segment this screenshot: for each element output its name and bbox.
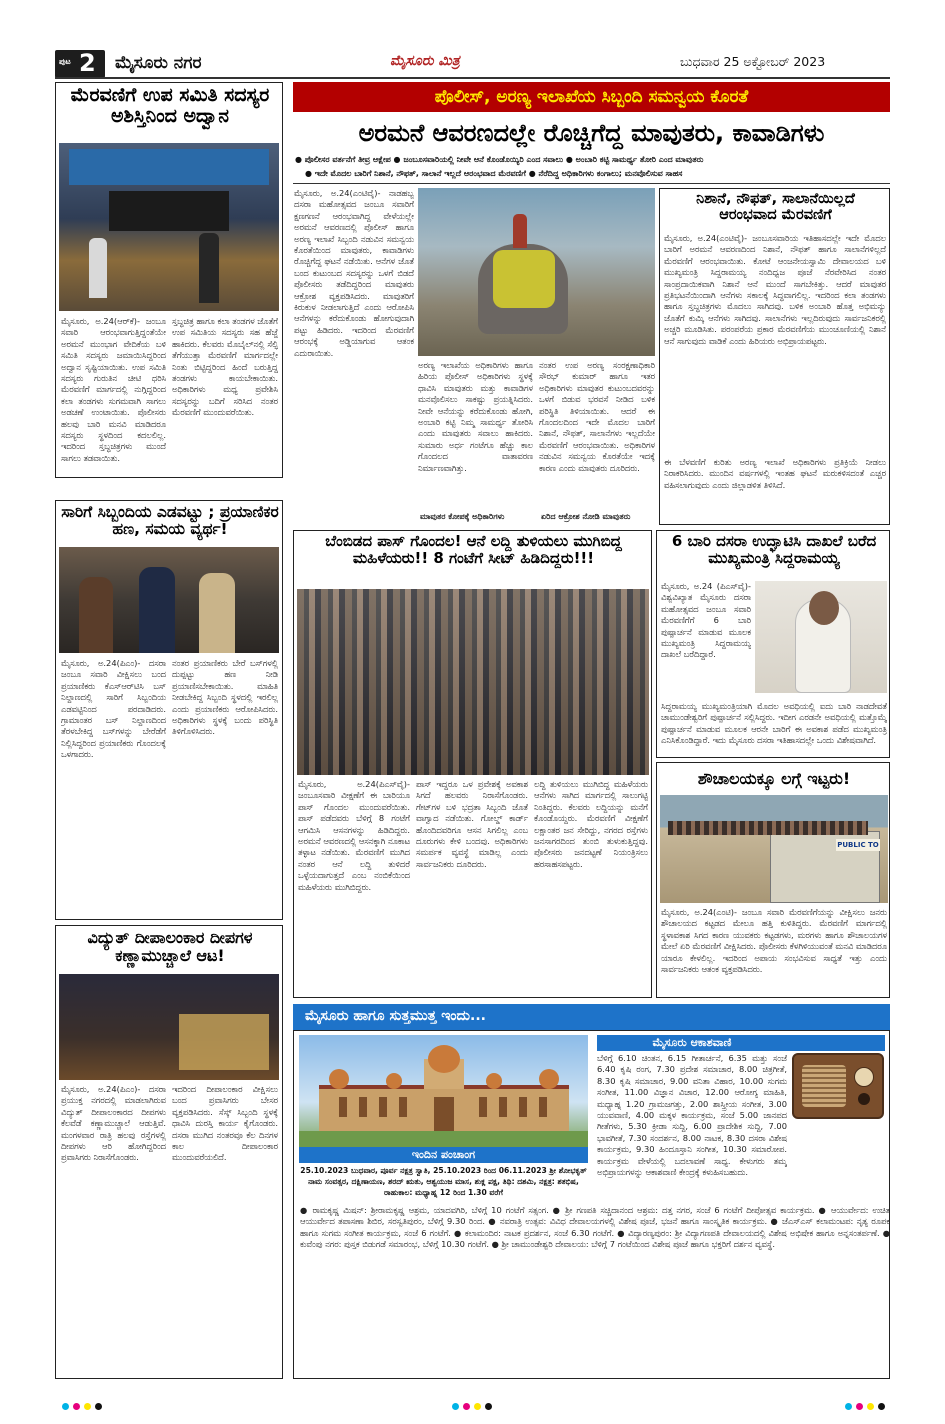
story-toilet bbox=[656, 762, 890, 998]
radio-dial bbox=[854, 1067, 874, 1087]
lit-structure bbox=[179, 1014, 269, 1070]
story-transport bbox=[55, 500, 283, 920]
page-number: 2 bbox=[79, 49, 96, 77]
bottom-panel bbox=[293, 1030, 890, 1379]
radio-icon bbox=[792, 1053, 884, 1119]
story-transport-body-a: ಮೈಸೂರು, ಅ.24(ಪಿಎಂ)- ದಸರಾ ಜಂಬೂ ಸವಾರಿ ವೀಕ್ಷಿಸಲು ಬಂದ ಪ್ರಯಾಣಿಕರು ಕೆಎಸ್‌ಆರ್‌ಟಿಸಿ ಬಸ್ ನಿಲ್ದಾಣದಲ್ಲಿ ಸಾರಿಗೆ ಸಿಬ್ಬಂದಿಯ ಎಡವಟ್ಟಿನಿಂದ ಪರದಾಡಿದರು. ಗ್ರಾಮಾಂತರ ಬಸ್ ನಿಲ್ದಾಣದಿಂದ ತೆರಳಬೇಕಿದ್ದ ಬಸ್‌ಗಳನ್ನು ಬೇರೆಡೆಗೆ ನಿಲ್ಲಿಸಿದ್ದರಿಂದ ಪ್ರಯಾಣಿಕರು ಗೊಂದಲಕ್ಕೆ ಒಳಗಾದರು. bbox=[61, 658, 166, 760]
person-figure bbox=[139, 567, 175, 653]
crowd-photo bbox=[297, 589, 649, 775]
header-rule bbox=[55, 77, 890, 79]
story-pass-body-a: ಮೈಸೂರು, ಅ.24(ಪಿಎಸ್‌ವೈ)- ಜಂಬೂಸವಾರಿ ವೀಕ್ಷಣೆಗೆ ಈ ಬಾರಿಯೂ ಪಾಸ್ ಗೊಂದಲ ಮುಂದುವರೆಯಿತು. ಪಾಸ್ ಪಡೆದವರು ಬೆಳಿಗ್ಗೆ 8 ಗಂಟೆಗೆ ಆಗಮಿಸಿ ಆಸನಗಳನ್ನು ಹಿಡಿದಿದ್ದರು. ಅರಮನೆ ಆವರಣದಲ್ಲಿ ಆಸನಕ್ಕಾಗಿ ನೂಕಾಟ ತಳ್ಳಾಟ ನಡೆಯಿತು. ಮೆರವಣಿಗೆ ಮುಗಿದ ನಂತರ ಆನೆ ಲದ್ದಿ ತುಳಿದರೆ ಒಳ್ಳೆಯದಾಗುತ್ತದೆ ಎಂಬ ನಂಬಿಕೆಯಿಂದ ಮಹಿಳೆಯರು ಮುಗಿಬಿದ್ದರು. bbox=[298, 779, 410, 892]
lead-headline: ಅರಮನೆ ಆವರಣದಲ್ಲೇ ರೊಚ್ಚಿಗೆದ್ದ ಮಾವುತರು, ಕಾವಾಡಿಗಳು bbox=[358, 119, 825, 147]
panchanga-text: 25.10.2023 ಬುಧವಾರ, ಪೂರ್ವ ನಕ್ಷತ್ರ ಸ್ವಾತಿ, 25.10.2023 ರಿಂದ 06.11.2023 ಶ್ರೀ ಶೋಭಕೃತ್ ನಾಮ ಸಂವತ್ಸರ, ದಕ್ಷಿಣಾಯಣ, ಶರದ್ ಋತು, ಆಶ್ವಯುಜ ಮಾಸ, ಶುಕ್ಲ ಪಕ್ಷ, ತಿಥಿ: ದಶಮಿ, ನಕ್ಷತ್ರ: ಶತಭಿಷ, ರಾಹುಕಾಲ: ಮಧ್ಯಾಹ್ನ 12 ರಿಂದ 1.30 ವರೆಗೆ bbox=[300, 1166, 587, 1197]
story-subcommittee-body-a: ಮೈಸೂರು, ಅ.24(ಆರ್‌ಕೆ)- ಜಂಬೂ ಸವಾರಿ ಆರಂಭವಾಗುತ್ತಿದ್ದಂತೆಯೇ ಅರಮನೆ ಮುಂಭಾಗ ವೇದಿಕೆಯ ಬಳಿ ಸಮಿತಿ ಸದಸ್ಯರು ಜಮಾಯಿಸಿದ್ದರಿಂದ ಅದ್ವಾನ ಸೃಷ್ಟಿಯಾಯಿತು. ಉಪ ಸಮಿತಿ ಸದಸ್ಯರು ಗುರುತಿನ ಚೀಟಿ ಧರಿಸಿ ಮೆರವಣಿಗೆ ಮಾರ್ಗದಲ್ಲಿ ನುಗ್ಗಿದ್ದರಿಂದ ಕಲಾ ತಂಡಗಳು ಸುಗಮವಾಗಿ ಸಾಗಲು ಅಡಚಣೆ ಉಂಟಾಯಿತು. ಪೊಲೀಸರು ಹಲವು ಬಾರಿ ಮನವಿ ಮಾಡಿದರೂ ಸದಸ್ಯರು ಸ್ಥಳದಿಂದ ಕದಲಲಿಲ್ಲ. ಇದರಿಂದ ಸ್ತಬ್ಧಚಿತ್ರಗಳು ಮುಂದೆ ಸಾಗಲು ತಡವಾಯಿತು. bbox=[61, 316, 166, 463]
subcommittee-photo bbox=[59, 143, 279, 311]
page-header bbox=[55, 50, 890, 78]
toilet-photo bbox=[660, 795, 888, 903]
bottom-header-bar bbox=[293, 1004, 890, 1030]
story-lighting-body-b: ಇದರಿಂದ ದೀಪಾಲಂಕಾರ ವೀಕ್ಷಿಸಲು ಬಂದ ಪ್ರವಾಸಿಗರು ಬೇಸರ ವ್ಯಕ್ತಪಡಿಸಿದರು. ಸೆಸ್ಕ್ ಸಿಬ್ಬಂದಿ ಸ್ಥಳಕ್ಕೆ ಧಾವಿಸಿ ದುರಸ್ತಿ ಕಾರ್ಯ ಕೈಗೊಂಡರು. ದಸರಾ ಮುಗಿದ ನಂತರವೂ ಕೆಲ ದಿನಗಳ ಕಾಲ ದೀಪಾಲಂಕಾರ ಮುಂದುವರೆಯಲಿದೆ. bbox=[172, 1084, 278, 1163]
mahout-figure bbox=[513, 214, 527, 248]
radio-text: ಬೆಳಿಗ್ಗೆ 6.10 ಚಿಂತನ, 6.15 ಗೀತಾರ್ಚನೆ, 6.35 ಮತ್ತು ಸಂಜೆ 6.40 ಕೃಷಿ ರಂಗ, 7.30 ಪ್ರದೇಶ ಸಮಾಚಾರ, 8.00 ಚಿತ್ರಗೀತೆ, 8.30 ಕೃಷಿ ಸಮಾಚಾರ, 9.00 ವನಿತಾ ವಿಹಾರ, 10.00 ಸುಗಮ ಸಂಗೀತ, 11.00 ವಿಜ್ಞಾನ ವಿಚಾರ, 12.00 ಆರೋಗ್ಯ ಮಾಹಿತಿ, ಮಧ್ಯಾಹ್ನ 1.20 ಗ್ರಾಮಜಗತ್ತು, 2.00 ಶಾಸ್ತ್ರೀಯ ಸಂಗೀತ, 3.00 ಯುವವಾಣಿ, 4.00 ಮಕ್ಕಳ ಕಾರ್ಯಕ್ರಮ, ಸಂಜೆ 5.00 ಜಾನಪದ ಗೀತೆಗಳು, 5.30 ಕ್ರೀಡಾ ಸುದ್ದಿ, 6.00 ಪ್ರಾದೇಶಿಕ ಸುದ್ದಿ, 7.00 ಭಾವಗೀತೆ, 7.30 ಸಂದರ್ಶನ, 8.00 ನಾಟಕ, 8.30 ದಸರಾ ವಿಶೇಷ ಕಾರ್ಯಕ್ರಮ, 9.30 ಹಿಂದೂಸ್ತಾನಿ ಸಂಗೀತ, 10.30 ಸಮಾರೋಪ. ಕಾರ್ಯಕ್ರಮ ವೇಳೆಯಲ್ಲಿ ಬದಲಾವಣೆ ಸಾಧ್ಯ. ಕೇಳುಗರು ತಮ್ಮ ಅಭಿಪ್ರಾಯಗಳನ್ನು ಆಕಾಶವಾಣಿ ಕೇಂದ್ರಕ್ಕೆ ಕಳುಹಿಸಬಹುದು. bbox=[597, 1053, 787, 1178]
story-lighting-body-a: ಮೈಸೂರು, ಅ.24(ಪಿಎಂ)- ದಸರಾ ಪ್ರಯುಕ್ತ ನಗರದಲ್ಲಿ ಮಾಡಲಾಗಿರುವ ವಿದ್ಯುತ್ ದೀಪಾಲಂಕಾರದ ದೀಪಗಳು ಕೆಲವೆಡೆ ಕಣ್ಣಾಮುಚ್ಚಾಲೆ ಆಡುತ್ತಿವೆ. ಮಂಗಳವಾರ ರಾತ್ರಿ ಹಲವು ರಸ್ತೆಗಳಲ್ಲಿ ದೀಪಗಳು ಆರಿ ಹೋಗಿದ್ದರಿಂದ ಪ್ರವಾಸಿಗರು ನಿರಾಸೆಗೊಂಡರು. bbox=[61, 1084, 166, 1163]
story-subcommittee bbox=[55, 82, 283, 478]
bottom-header-text: ಮೈಸೂರು ಹಾಗೂ ಸುತ್ತಮುತ್ತ ಇಂದು... bbox=[305, 1008, 486, 1024]
story-cm-headline: 6 ಬಾರಿ ದಸರಾ ಉದ್ಘಾಟಿಸಿ ದಾಖಲೆ ಬರೆದ ಮುಖ್ಯಮಂತ್ರಿ ಸಿದ್ದರಾಮಯ್ಯ bbox=[671, 533, 877, 567]
crowd-roof bbox=[668, 821, 868, 835]
registration-dots-center bbox=[452, 1403, 492, 1411]
page-prefix: ಪುಟ bbox=[59, 57, 71, 66]
lead-sidebar bbox=[659, 188, 890, 525]
radio-knob bbox=[858, 1093, 870, 1105]
story-cm-body-a: ಮೈಸೂರು, ಅ.24 (ಪಿಎಸ್‌ವೈ)- ವಿಶ್ವವಿಖ್ಯಾತ ಮೈಸೂರು ದಸರಾ ಮಹೋತ್ಸವದ ಜಂಬೂ ಸವಾರಿ ಮೆರವಣಿಗೆಗೆ 6 ಬಾರಿ ಪುಷ್ಪಾರ್ಚನೆ ಮಾಡುವ ಮೂಲಕ ಮುಖ್ಯಮಂತ್ರಿ ಸಿದ್ದರಾಮಯ್ಯ ದಾಖಲೆ ಬರೆದಿದ್ದಾರೆ. bbox=[661, 581, 751, 660]
lead-banner-text: ಪೊಲೀಸ್, ಅರಣ್ಯ ಇಲಾಖೆಯ ಸಿಬ್ಬಂದಿ ಸಮನ್ವಯ ಕೊರತೆ bbox=[434, 87, 749, 107]
lead-photo2-caption: ಏರಿದ ಆಕ್ರೋಶ ನೋಡಿ ಮಾವುತರು bbox=[541, 512, 631, 521]
lead-photo-elephant bbox=[418, 188, 655, 356]
issue-date: ಬುಧವಾರ 25 ಅಕ್ಟೋಬರ್ 2023 bbox=[680, 54, 826, 69]
lead-sidebar-headline: ನಿಶಾನೆ, ನೌಫತ್, ಸಾಲಾನೆಯಿಲ್ಲದೆ ಆರಂಭವಾದ ಮೆರವಣಿಗೆ bbox=[696, 191, 855, 224]
story-pass-body-c: ಲದ್ದಿ ತುಳಿಯಲು ಮುಗಿಬಿದ್ದ ಮಹಿಳೆಯರು ಆನೆಗಳು ಸಾಗಿದ ಮಾರ್ಗದಲ್ಲಿ ಸಾಲುಗಟ್ಟಿ ನಿಂತಿದ್ದರು. ಕೆಲವರು ಲದ್ದಿಯನ್ನು ಮನೆಗೆ ಕೊಂಡೊಯ್ದರು. ಮೆರವಣಿಗೆ ವೀಕ್ಷಣೆಗೆ ಲಕ್ಷಾಂತರ ಜನ ಸೇರಿದ್ದು, ನಗರದ ರಸ್ತೆಗಳು ಜನಸಾಗರದಿಂದ ತುಂಬಿ ತುಳುಕುತ್ತಿದ್ದವು. ಪೊಲೀಸರು ಜನದಟ್ಟಣೆ ನಿಯಂತ್ರಿಸಲು ಹರಸಾಹಸಪಟ್ಟರು. bbox=[534, 779, 648, 869]
palace-illustration bbox=[299, 1035, 588, 1147]
person-figure bbox=[89, 238, 107, 298]
story-pass bbox=[293, 530, 652, 998]
lead-bullets-1: ● ಪೊಲೀಸರ ವರ್ತನೆಗೆ ತೀವ್ರ ಆಕ್ಷೇಪ ● ಜಂಬೂಸವಾರಿಯಲ್ಲಿ ನೀವೇ ಆನೆ ಕೊಂಡೊಯ್ಯಿರಿ ಎಂದ ಸವಾಲು ● ಅಂಬಾರಿ ಕಟ್ಟಿ ಸಾಮರ್ಥ್ಯ ತೋರಿ ಎಂದ ಮಾವುತರು bbox=[295, 155, 704, 164]
lead-sidebar-body-b: ಈ ಬೆಳವಣಿಗೆ ಕುರಿತು ಅರಣ್ಯ ಇಲಾಖೆ ಅಧಿಕಾರಿಗಳು ಪ್ರತಿಕ್ರಿಯೆ ನೀಡಲು ನಿರಾಕರಿಸಿದರು. ಮುಂದಿನ ವರ್ಷಗಳಲ್ಲಿ ಇಂತಹ ಘಟನೆ ಮರುಕಳಿಸದಂತೆ ಎಚ್ಚರ ವಹಿಸಲಾಗುವುದು ಎಂದು ಜಿಲ್ಲಾಡಳಿತ ತಿಳಿಸಿದೆ. bbox=[664, 457, 886, 490]
lead-rule bbox=[293, 183, 890, 184]
story-transport-headline: ಸಾರಿಗೆ ಸಿಬ್ಬಂದಿಯ ಎಡವಟ್ಟು ; ಪ್ರಯಾಣಿಕರ ಹಣ, ಸಮಯ ವ್ಯರ್ಥ! bbox=[61, 504, 279, 539]
story-toilet-body: ಮೈಸೂರು, ಅ.24(ಎಂಟಿ)- ಜಂಬೂ ಸವಾರಿ ಮೆರವಣಿಗೆಯನ್ನು ವೀಕ್ಷಿಸಲು ಜನರು ಶೌಚಾಲಯದ ಕಟ್ಟಡದ ಮೇಲೂ ಹತ್ತಿ ಕುಳಿತಿದ್ದರು. ಮೆರವಣಿಗೆ ಮಾರ್ಗದಲ್ಲಿ ಸ್ಥಳಾವಕಾಶ ಸಿಗದ ಕಾರಣ ಯುವಕರು ಕಟ್ಟಡಗಳು, ಮರಗಳು ಹಾಗೂ ಶೌಚಾಲಯಗಳ ಮೇಲೆ ಏರಿ ಮೆರವಣಿಗೆ ವೀಕ್ಷಿಸಿದರು. ಪೊಲೀಸರು ಕೆಳಗಿಳಿಯುವಂತೆ ಮನವಿ ಮಾಡಿದರೂ ಯಾರೂ ಕೇಳಲಿಲ್ಲ. ಇದರಿಂದ ಅಪಾಯ ಸಂಭವಿಸುವ ಸಾಧ್ಯತೆ ಇತ್ತು ಎಂದು ಸಾರ್ವಜನಿಕರು ಆತಂಕ ವ್ಯಕ್ತಪಡಿಸಿದರು. bbox=[661, 907, 887, 975]
elephant-cloth bbox=[493, 250, 555, 308]
person-figure bbox=[199, 573, 235, 653]
stage-screen bbox=[109, 191, 229, 231]
palace-icon bbox=[299, 1035, 588, 1147]
registration-dots-right bbox=[845, 1403, 885, 1411]
cm-face bbox=[809, 591, 839, 625]
lead-body-b: ಅರಣ್ಯ ಇಲಾಖೆಯ ಅಧಿಕಾರಿಗಳು ಹಾಗೂ ಹಿರಿಯ ಪೊಲೀಸ್ ಅಧಿಕಾರಿಗಳು ಸ್ಥಳಕ್ಕೆ ಧಾವಿಸಿ ಮಾವುತರು ಮತ್ತು ಕಾವಾಡಿಗಳ ಮನವೊಲಿಸಲು ಸಾಕಷ್ಟು ಪ್ರಯತ್ನಿಸಿದರು. ನೀವೇ ಆನೆಯನ್ನು ಕರೆದುಕೊಂಡು ಹೋಗಿ, ಅಂಬಾರಿ ಕಟ್ಟಿ ನಿಮ್ಮ ಸಾಮರ್ಥ್ಯ ತೋರಿಸಿ ಎಂದು ಮಾವುತರು ಸವಾಲು ಹಾಕಿದರು. ಸುಮಾರು ಅರ್ಧ ಗಂಟೆಗೂ ಹೆಚ್ಚು ಕಾಲ ಗೊಂದಲದ ವಾತಾವರಣ ನಿರ್ಮಾಣವಾಗಿತ್ತು. bbox=[418, 360, 533, 473]
radio-speaker bbox=[802, 1065, 846, 1107]
crowd-shade bbox=[297, 589, 649, 775]
panchanga-title-bar bbox=[299, 1147, 588, 1163]
story-pass-headline: ಬೆಂಬಿಡದ ಪಾಸ್ ಗೊಂದಲ! ಆನೆ ಲದ್ದಿ ತುಳಿಯಲು ಮುಗಿಬಿದ್ದ ಮಹಿಳೆಯರು!! 8 ಗಂಟೆಗೆ ಸೀಟ್ ಹಿಡಿದಿದ್ದರು!!! bbox=[325, 533, 622, 567]
radio-title: ಮೈಸೂರು ಆಕಾಶವಾಣಿ bbox=[652, 1036, 732, 1049]
events-list: ● ರಾಮಕೃಷ್ಣ ಮಿಷನ್: ಶ್ರೀರಾಮಕೃಷ್ಣ ಆಶ್ರಮ, ಯಾದವಗಿರಿ, ಬೆಳಿಗ್ಗೆ 10 ಗಂಟೆಗೆ ಸತ್ಸಂಗ. ● ಶ್ರೀ ಗಣಪತಿ ಸಚ್ಚಿದಾನಂದ ಆಶ್ರಮ: ದತ್ತ ನಗರ, ಸಂಜೆ 6 ಗಂಟೆಗೆ ದೀಪೋತ್ಸವ ಕಾರ್ಯಕ್ರಮ. ● ಆಯುರ್ವೇದ: ಉಚಿತ ಆಯುರ್ವೇದ ತಪಾಸಣಾ ಶಿಬಿರ, ಸರಸ್ವತಿಪುರಂ, ಬೆಳಿಗ್ಗೆ 9.30 ರಿಂದ. ● ನವರಾತ್ರಿ ಉತ್ಸವ: ವಿವಿಧ ದೇವಾಲಯಗಳಲ್ಲಿ ವಿಶೇಷ ಪೂಜೆ, ಭಜನೆ ಹಾಗೂ ಸಾಂಸ್ಕೃತಿಕ ಕಾರ್ಯಕ್ರಮ. ● ಜೆಎಸ್‌ಎಸ್ ಕಲಾಮಂಟಪ: ನೃತ್ಯ ರೂಪಕ ಹಾಗೂ ಸುಗಮ ಸಂಗೀತ ಕಾರ್ಯಕ್ರಮ, ಸಂಜೆ 6 ಗಂಟೆಗೆ. ● ಕಲಾಮಂದಿರ: ನಾಟಕ ಪ್ರದರ್ಶನ, ಸಂಜೆ 6.30 ಗಂಟೆಗೆ. ● ವಿದ್ಯಾರಣ್ಯಪುರಂ: ಶ್ರೀ ವಿದ್ಯಾಗಣಪತಿ ದೇವಾಲಯದಲ್ಲಿ ವಿಶೇಷ ಅಭಿಷೇಕ ಹಾಗೂ ಅನ್ನಸಂತರ್ಪಣೆ. ● ಕುವೆಂಪು ನಗರ: ಪುಸ್ತಕ ಬಿಡುಗಡೆ ಸಮಾರಂಭ, ಬೆಳಿಗ್ಗೆ 10.30 ಗಂಟೆಗೆ. ● ಶ್ರೀ ಚಾಮುಂಡೇಶ್ವರಿ ದೇವಾಲಯ: ಬೆಳಿಗ್ಗೆ 7 ಗಂಟೆಯಿಂದ ವಿಶೇಷ ಪೂಜೆ ಹಾಗೂ ಭಕ್ತರಿಗೆ ದರ್ಶನ ವ್ಯವಸ್ಥೆ. bbox=[300, 1205, 890, 1250]
lighting-photo-top bbox=[59, 974, 279, 1080]
radio-title-bar bbox=[597, 1035, 885, 1051]
story-lighting-headline: ವಿದ್ಯುತ್ ದೀಪಾಲಂಕಾರ ದೀಪಗಳ ಕಣ್ಣಾಮುಚ್ಚಾಲೆ ಆಟ! bbox=[87, 929, 253, 965]
person-figure bbox=[199, 233, 219, 303]
story-toilet-headline: ಶೌಚಾಲಯಕ್ಕೂ ಲಗ್ಗೆ ಇಟ್ಟರು! bbox=[697, 769, 851, 788]
lead-body-a: ಮೈಸೂರು, ಅ.24(ಎಂಟಿವೈ)- ನಾಡಹಬ್ಬ ದಸರಾ ಮಹೋತ್ಸವದ ಜಂಬೂ ಸವಾರಿಗೆ ಕ್ಷಣಗಣನೆ ಆರಂಭವಾಗಿದ್ದ ವೇಳೆಯಲ್ಲೇ ಅರಮನೆ ಆವರಣದಲ್ಲಿ ಪೊಲೀಸ್ ಹಾಗೂ ಅರಣ್ಯ ಇಲಾಖೆ ಸಿಬ್ಬಂದಿ ನಡುವಿನ ಸಮನ್ವಯ ಕೊರತೆಯಿಂದ ಮಾವುತರು, ಕಾವಾಡಿಗಳು ರೊಚ್ಚಿಗೆದ್ದ ಘಟನೆ ನಡೆಯಿತು. ಆನೆಗಳ ಜೊತೆ ಬಂದ ಕುಟುಂಬದ ಸದಸ್ಯರನ್ನು ಒಳಗೆ ಬಿಡದೆ ಪೊಲೀಸರು ತಡೆದಿದ್ದರಿಂದ ಮಾವುತರು ಆಕ್ರೋಶ ವ್ಯಕ್ತಪಡಿಸಿದರು. ಮಾವುತರಿಗೆ ಕಿರುಕುಳ ನೀಡಲಾಗುತ್ತಿದೆ ಎಂದು ಆರೋಪಿಸಿ ಆನೆಗಳನ್ನು ಕರೆದುಕೊಂಡು ಹೋಗುವುದಾಗಿ ಪಟ್ಟು ಹಿಡಿದರು. ಇದರಿಂದ ಮೆರವಣಿಗೆ ಆರಂಭಕ್ಕೆ ಅಡ್ಡಿಯಾಗುವ ಆತಂಕ ಎದುರಾಯಿತು. bbox=[294, 188, 414, 358]
lead-banner bbox=[293, 82, 890, 112]
masthead: ಮೈಸೂರು ಮಿತ್ರ bbox=[390, 53, 460, 69]
transport-photo bbox=[59, 547, 279, 653]
page-number-tab bbox=[55, 50, 105, 78]
lead-sidebar-body: ಮೈಸೂರು, ಅ.24(ಎಂಟಿವೈ)- ಜಂಬೂಸವಾರಿಯ ಇತಿಹಾಸದಲ್ಲೇ ಇದೇ ಮೊದಲ ಬಾರಿಗೆ ಅರಮನೆ ಆವರಣದಿಂದ ನಿಶಾನೆ, ನೌಫತ್ ಹಾಗೂ ಸಾಲಾನೆಗಳಿಲ್ಲದೆ ಮೆರವಣಿಗೆ ಆರಂಭವಾಯಿತು. ಕೋಟೆ ಆಂಜನೇಯಸ್ವಾಮಿ ದೇವಾಲಯದ ಬಳಿ ಮುಖ್ಯಮಂತ್ರಿ ಸಿದ್ದರಾಮಯ್ಯ ನಂದಿಧ್ವಜ ಪೂಜೆ ನೆರವೇರಿಸಿದ ನಂತರ ಸಾಂಪ್ರದಾಯಿಕವಾಗಿ ನಿಶಾನೆ ಆನೆ ಮುಂದೆ ಸಾಗಬೇಕಿತ್ತು. ಆದರೆ ಮಾವುತರ ಪ್ರತಿಭಟನೆಯಿಂದಾಗಿ ಆನೆಗಳು ಸಕಾಲಕ್ಕೆ ಸಿದ್ಧವಾಗಲಿಲ್ಲ. ಇದರಿಂದ ಕಲಾ ತಂಡಗಳು ಹಾಗೂ ಸ್ತಬ್ಧಚಿತ್ರಗಳು ಮೊದಲು ಸಾಗಿದವು. ಬಳಿಕ ಅಂಬಾರಿ ಹೊತ್ತ ಅಭಿಮನ್ಯು ಜೊತೆಗೆ ಕುಮ್ಕಿ ಆನೆಗಳು ಸಾಗಿದವು. ಸಾಲಾನೆಗಳು ಇಲ್ಲದಿರುವುದು ಸಾರ್ವಜನಿಕರಲ್ಲಿ ಅಚ್ಚರಿ ಮೂಡಿಸಿತು. ಪರಂಪರೆಯ ಪ್ರಕಾರ ಮೆರವಣಿಗೆಯ ಮುಂಚೂಣಿಯಲ್ಲಿ ನಿಶಾನೆ ಆನೆ ಸಾಗುವುದು ವಾಡಿಕೆ ಎಂದು ಹಿರಿಯರು ಅಭಿಪ್ರಾಯಪಟ್ಟರು. bbox=[664, 233, 886, 346]
lead-body-c: ನಂತರ ಉಪ ಅರಣ್ಯ ಸಂರಕ್ಷಣಾಧಿಕಾರಿ ಸೌರಭ್ ಕುಮಾರ್ ಹಾಗೂ ಇತರ ಅಧಿಕಾರಿಗಳು ಮಾವುತರ ಕುಟುಂಬದವರನ್ನು ಒಳಗೆ ಬಿಡುವ ಭರವಸೆ ನೀಡಿದ ಬಳಿಕ ಪರಿಸ್ಥಿತಿ ತಿಳಿಯಾಯಿತು. ಆದರೆ ಈ ಗೊಂದಲದಿಂದ ಇದೇ ಮೊದಲ ಬಾರಿಗೆ ನಿಶಾನೆ, ನೌಫತ್, ಸಾಲಾನೆಗಳು ಇಲ್ಲದೆಯೇ ಮೆರವಣಿಗೆ ಆರಂಭವಾಯಿತು. ಅಧಿಕಾರಿಗಳ ನಡುವಿನ ಸಮನ್ವಯ ಕೊರತೆಯೇ ಇದಕ್ಕೆ ಕಾರಣ ಎಂದು ಮಾವುತರು ದೂರಿದರು. bbox=[539, 360, 655, 473]
story-subcommittee-headline: ಮೆರವಣಿಗೆ ಉಪ ಸಮಿತಿ ಸದಸ್ಯರ ಅಶಿಸ್ತಿನಿಂದ ಅದ್ವಾನ bbox=[70, 85, 270, 128]
stage-banner bbox=[69, 149, 269, 185]
cm-photo bbox=[755, 581, 887, 693]
panchanga-title: ಇಂದಿನ ಪಂಚಾಂಗ bbox=[411, 1148, 476, 1161]
toilet-sign: PUBLIC TO bbox=[837, 841, 879, 849]
person-figure bbox=[79, 577, 113, 653]
story-cm-body-b: ಸಿದ್ದರಾಮಯ್ಯ ಮುಖ್ಯಮಂತ್ರಿಯಾಗಿ ಮೊದಲ ಅವಧಿಯಲ್ಲಿ ಐದು ಬಾರಿ ನಾಡದೇವತೆ ಚಾಮುಂಡೇಶ್ವರಿಗೆ ಪುಷ್ಪಾರ್ಚನೆ ಸಲ್ಲಿಸಿದ್ದರು. ಇದೀಗ ಎರಡನೇ ಅವಧಿಯಲ್ಲಿ ಮತ್ತೊಮ್ಮೆ ಪುಷ್ಪಾರ್ಚನೆ ಮಾಡುವ ಮೂಲಕ ಆರನೇ ಬಾರಿಗೆ ಈ ಅವಕಾಶ ಪಡೆದ ಮುಖ್ಯಮಂತ್ರಿ ಎನಿಸಿಕೊಂಡಿದ್ದಾರೆ. ಇದು ಮೈಸೂರು ದಸರಾ ಇತಿಹಾಸದಲ್ಲೇ ಒಂದು ವಿಶೇಷವಾಗಿದೆ. bbox=[661, 701, 887, 746]
registration-dots-left bbox=[62, 1403, 102, 1411]
section-title: ಮೈಸೂರು ನಗರ bbox=[115, 53, 202, 73]
lead-photo1-caption: ಮಾವುತರ ಕೋಪಕ್ಕೆ ಅಧಿಕಾರಿಗಳು bbox=[420, 512, 505, 521]
story-cm bbox=[656, 530, 890, 758]
story-subcommittee-body-b: ಸ್ತಬ್ಧಚಿತ್ರ ಹಾಗೂ ಕಲಾ ತಂಡಗಳ ಜೊತೆಗೆ ಉಪ ಸಮಿತಿಯ ಸದಸ್ಯರು ಸಹ ಹೆಜ್ಜೆ ಹಾಕಿದರು. ಕೆಲವರು ಮೊಬೈಲ್‌ನಲ್ಲಿ ಸೆಲ್ಫಿ ತೆಗೆಯುತ್ತಾ ಮೆರವಣಿಗೆ ಮಾರ್ಗದಲ್ಲೇ ನಿಂತು ಬಿಟ್ಟಿದ್ದರಿಂದ ಹಿಂದೆ ಬರುತ್ತಿದ್ದ ತಂಡಗಳು ಕಾಯಬೇಕಾಯಿತು. ಅಧಿಕಾರಿಗಳು ಮಧ್ಯ ಪ್ರವೇಶಿಸಿ ಸದಸ್ಯರನ್ನು ಬದಿಗೆ ಸರಿಸಿದ ನಂತರ ಮೆರವಣಿಗೆ ಮುಂದುವರೆಯಿತು. bbox=[172, 316, 278, 418]
story-pass-body-b: ಪಾಸ್ ಇದ್ದರೂ ಒಳ ಪ್ರವೇಶಕ್ಕೆ ಅವಕಾಶ ಸಿಗದೆ ಹಲವರು ನಿರಾಸೆಗೊಂಡರು. ಗೇಟ್‌ಗಳ ಬಳಿ ಭದ್ರತಾ ಸಿಬ್ಬಂದಿ ಜೊತೆ ವಾಗ್ವಾದ ನಡೆಯಿತು. ಗೋಲ್ಡ್ ಕಾರ್ಡ್ ಹೊಂದಿದವರಿಗೂ ಆಸನ ಸಿಗಲಿಲ್ಲ ಎಂಬ ದೂರುಗಳು ಕೇಳಿ ಬಂದವು. ಅಧಿಕಾರಿಗಳು ಸಮರ್ಪಕ ವ್ಯವಸ್ಥೆ ಮಾಡಿಲ್ಲ ಎಂದು ಸಾರ್ವಜನಿಕರು ದೂರಿದರು. bbox=[416, 779, 528, 869]
story-transport-body-b: ನಂತರ ಪ್ರಯಾಣಿಕರು ಬೇರೆ ಬಸ್‌ಗಳಲ್ಲಿ ದುಪ್ಪಟ್ಟು ಹಣ ನೀಡಿ ಪ್ರಯಾಣಿಸಬೇಕಾಯಿತು. ಮಾಹಿತಿ ನೀಡಬೇಕಿದ್ದ ಸಿಬ್ಬಂದಿ ಸ್ಥಳದಲ್ಲಿ ಇರಲಿಲ್ಲ ಎಂದು ಪ್ರಯಾಣಿಕರು ಆರೋಪಿಸಿದರು. ಅಧಿಕಾರಿಗಳು ಸ್ಥಳಕ್ಕೆ ಬಂದು ಪರಿಸ್ಥಿತಿ ತಿಳಿಗೊಳಿಸಿದರು. bbox=[172, 658, 278, 737]
story-lighting bbox=[55, 925, 283, 1379]
lead-bullets-2: ● ಇದೇ ಮೊದಲ ಬಾರಿಗೆ ನಿಶಾನೆ, ನೌಫತ್, ಸಾಲಾನೆ ಇಲ್ಲದೆ ಆರಂಭವಾದ ಮೆರವಣಿಗೆ ● ನೆರೆದಿದ್ದ ಅಧಿಕಾರಿಗಳು ಕಂಗಾಲು; ಮನವೊಲಿಸುವ ಸಾಹಸ bbox=[305, 169, 683, 178]
